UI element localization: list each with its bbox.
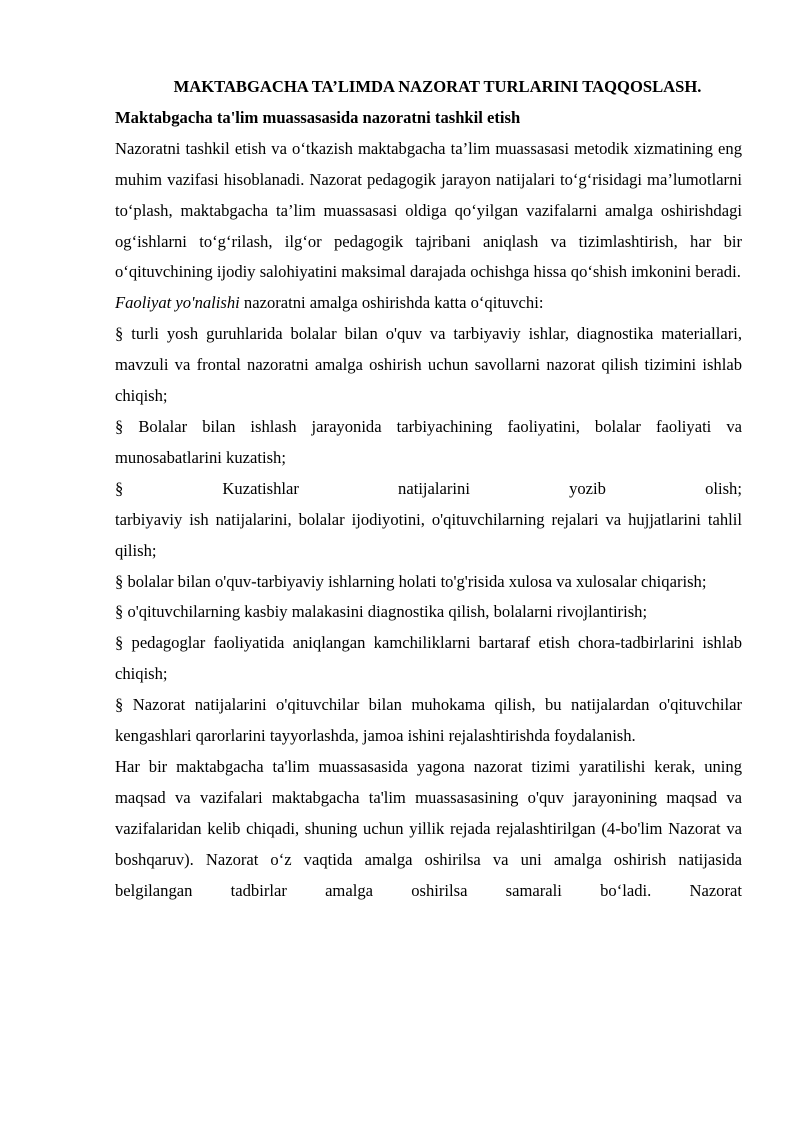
bullet-item: § Bolalar bilan ishlash jarayonida tarbiyachining faoliyatini, bolalar faoliyati va munosabatlarini kuzatish; [115,416,742,467]
document-page [115,72,742,906]
bullet-item: § pedagoglar faoliyatida aniqlangan kamchiliklarni bartaraf etish chora-tadbirlarini ishlab chiqish; [115,633,742,684]
document-title: MAKTABGACHA TA’LIMDA NAZORAT TURLARINI TAQQOSLASH. [173,77,702,96]
bullet-item-continuation: tarbiyaviy ish natijalarini, bolalar ijodiyotini, o'qituvchilarning rejalari va hujjatlarini tahlil qilish; [115,509,742,560]
activity-paragraph [115,288,742,319]
spread-word: olish; [705,478,742,498]
spread-word: natijalarini [398,478,470,498]
section-sign: § [115,478,124,498]
activity-text: nazoratni amalga oshirishda katta o‘qituvchi: [239,293,544,313]
bullet-item: § o'qituvchilarning kasbiy malakasini diagnostika qilish, bolalarni rivojlantirish; [115,602,648,622]
spread-word: yozib [569,478,606,498]
activity-label: Faoliyat yo'nalishi [115,293,240,313]
bullet-item: § bolalar bilan o'quv-tarbiyaviy ishlarning holati to'g'risida xulosa va xulosalar chiqarish; [115,571,707,591]
spread-word: Kuzatishlar [222,478,299,498]
closing-paragraph: Har bir maktabgacha ta'lim muassasasida yagona nazorat tizimi yaratilishi kerak, uning maqsad va vazifalari maktabgacha ta'lim muassasasining o'quv jarayonining maqsad va vazifalaridan kelib chiqadi, shuning uchun yillik rejada rejalashtirilgan (4-bo'lim Nazorat va boshqaruv). Nazorat o‘z vaqtida amalga oshirilsa va uni amalga oshirish natijasida belgilangan tadbirlar amalga oshirilsa samarali bo‘ladi. Nazorat [115,756,742,900]
bullet-item: § turli yosh guruhlarida bolalar bilan o'quv va tarbiyaviy ishlar, diagnostika materiallari, mavzuli va frontal nazoratni amalga oshirish uchun savollarni nazorat qilish tizimini ishlab chiqish; [115,324,742,406]
section-heading: Maktabgacha ta'lim muassasasida nazoratni tashkil etish [115,107,521,127]
bullet-item-spread-line [115,474,742,505]
intro-paragraph: Nazoratni tashkil etish va o‘tkazish maktabgacha ta’lim muassasasi metodik xizmatining eng muhim vazifasi hisoblanadi. Nazorat pedagogik jarayon natijalari to‘g‘risidagi ma’lumotlarni to‘plash, maktabgacha ta’lim muassasasi oldiga qo‘yilgan vazifalarni amalga oshirishdagi og‘ishlarni to‘g‘rilash, ilg‘or pedagogik tajribani aniqlash va tizimlashtirish, har bir o‘qituvchining ijodiy salohiyatini maksimal darajada ochishga hissa qo‘shish imkonini beradi. [115,138,742,282]
bullet-item: § Nazorat natijalarini o'qituvchilar bilan muhokama qilish, bu natijalardan o'qituvchilar kengashlari qarorlarini tayyorlashda, jamoa ishini rejalashtirishda foydalanish. [115,695,742,746]
